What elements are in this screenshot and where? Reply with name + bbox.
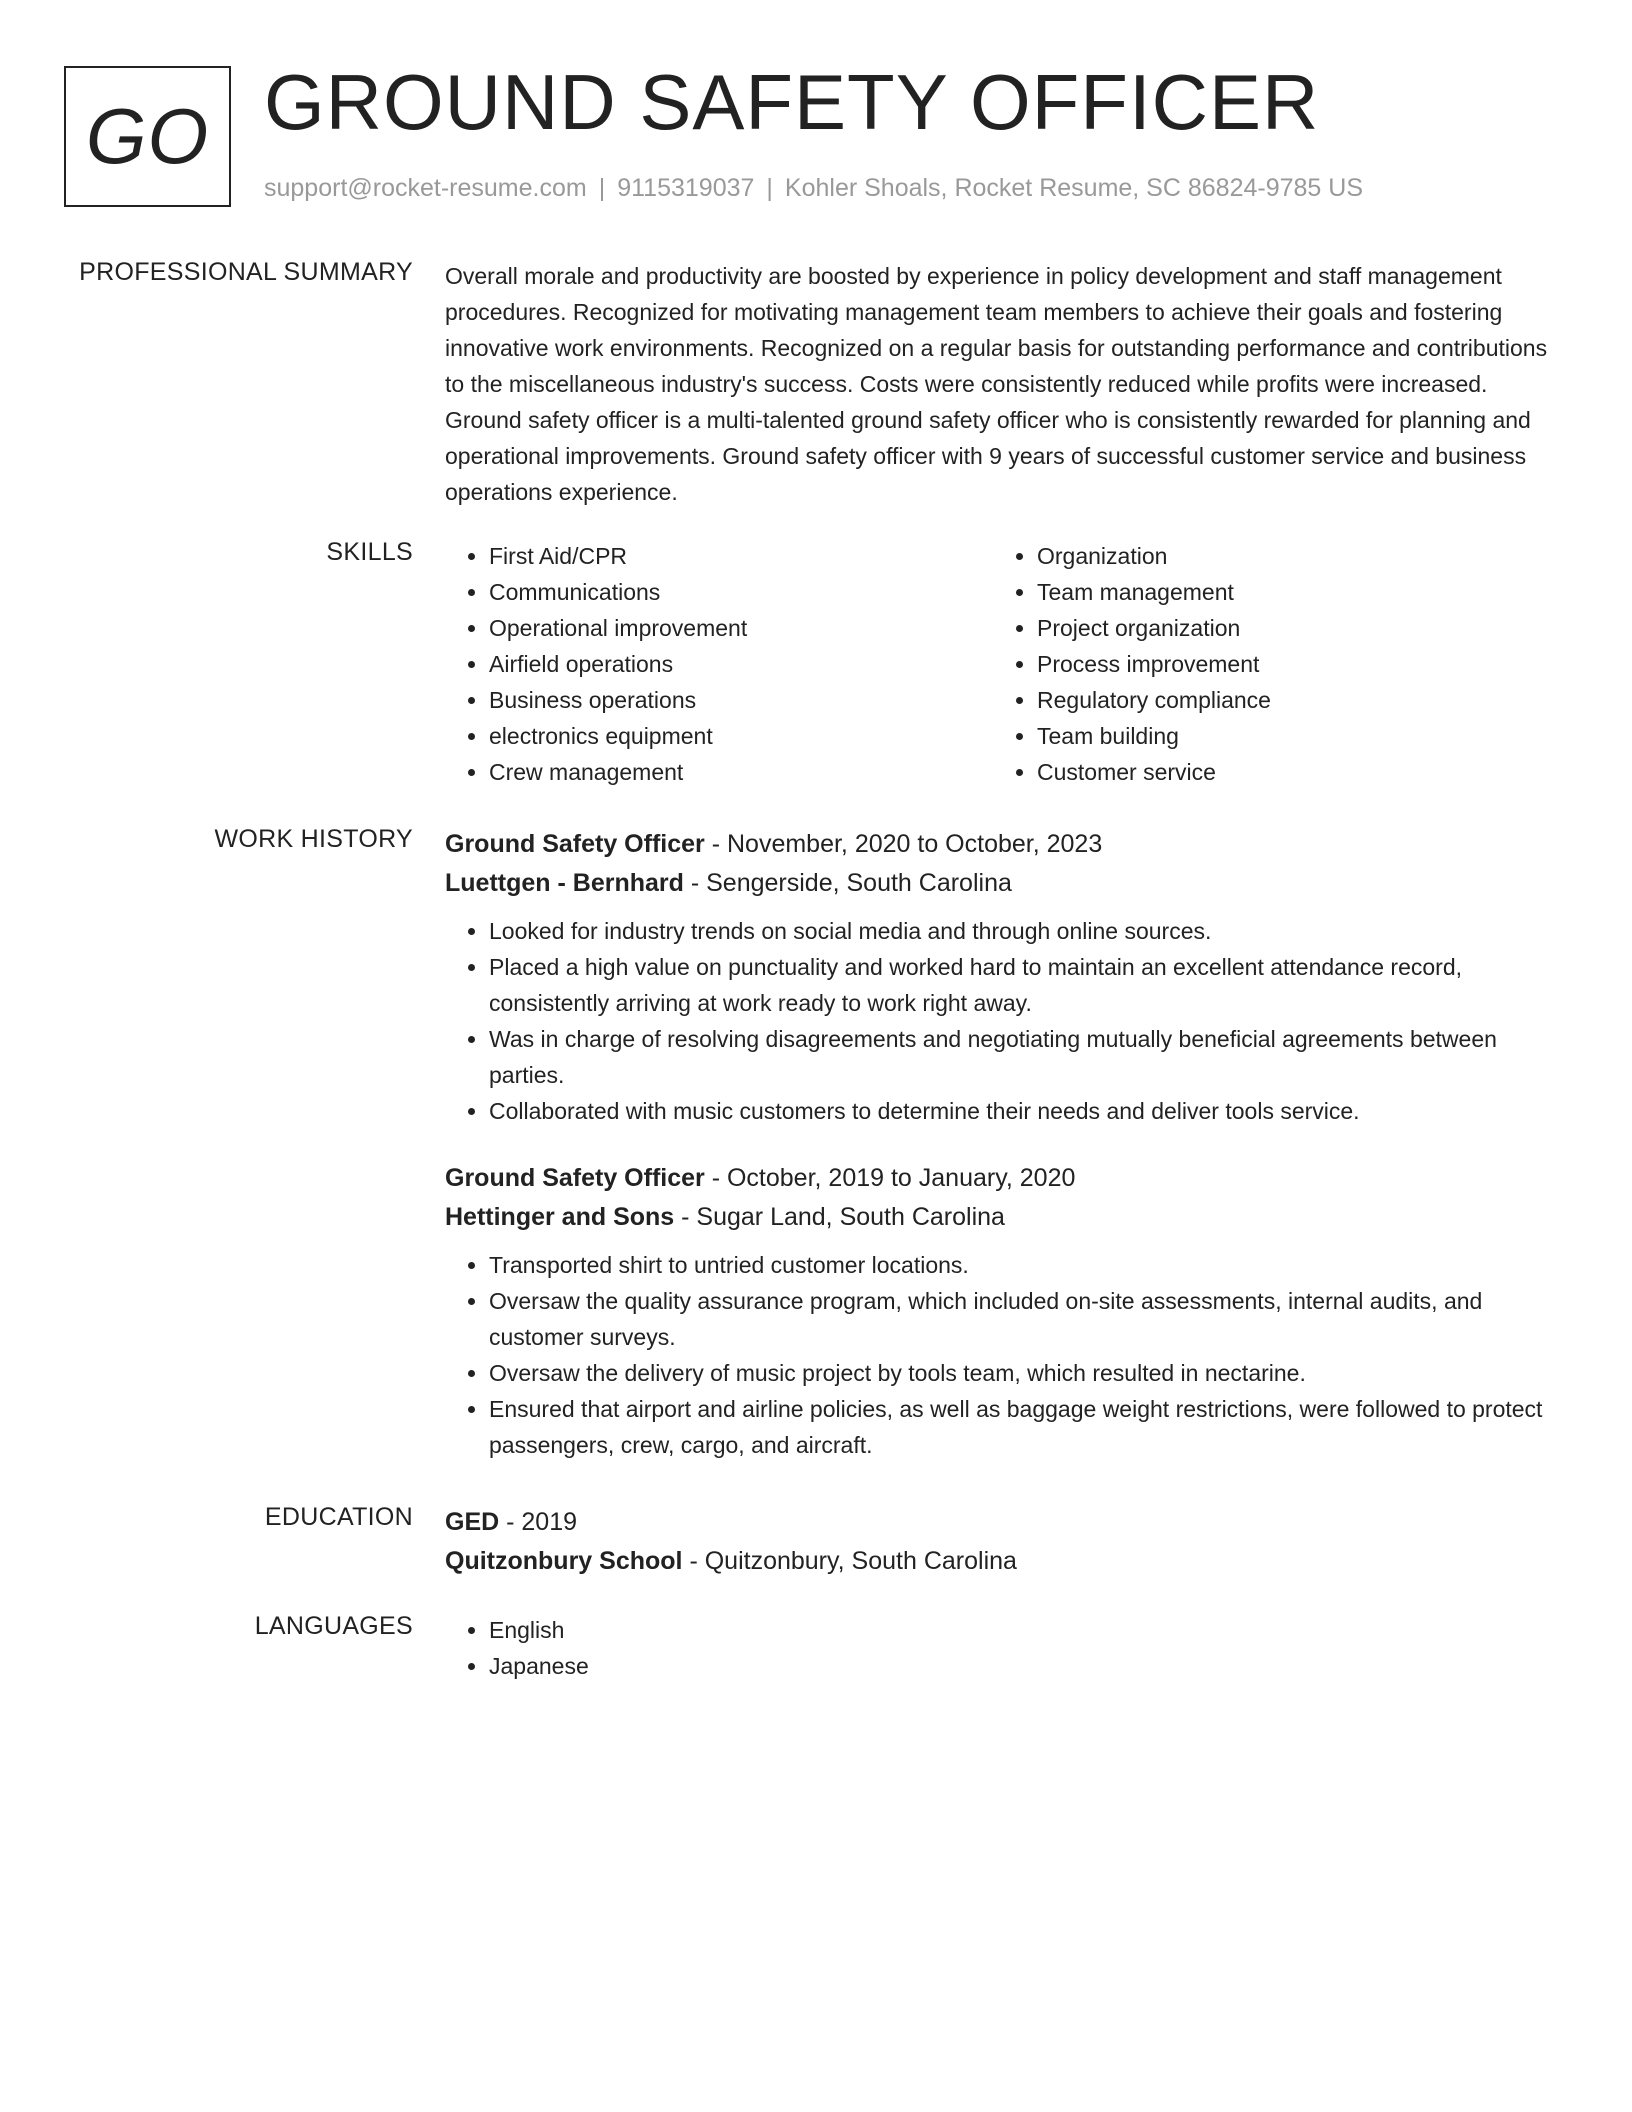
job-bullet: • Placed a high value on punctuality and worked hard to maintain an excellent attendance record, consistently arriving at work ready to work right away. [489,949,1565,1021]
skill-item: • Airfield operations [489,646,993,682]
languages-label: LANGUAGES [254,1612,413,1640]
education-year: 2019 [521,1508,578,1536]
skills-column-left [445,538,993,790]
skills-column-right [993,538,1541,790]
job-dates: October, 2019 to January, 2020 [726,1164,1076,1192]
skill-item: • Business operations [489,682,993,718]
job-bullet: • Oversaw the delivery of music project by tools team, which resulted in nectarine. [489,1355,1565,1391]
job-dates: November, 2020 to October, 2023 [726,830,1103,858]
education-degree-line [445,1503,1565,1542]
job-location: Sengerside, South Carolina [706,869,1012,897]
skill-item: • Communications [489,574,993,610]
education-dash: - [682,1547,705,1575]
job-title-line [445,825,1565,864]
job-bullet: • Transported shirt to untried customer locations. [489,1247,1565,1283]
education-school-line [445,1542,1565,1581]
job-company: Hettinger and Sons [445,1203,675,1231]
job-dash: - [674,1203,697,1231]
skill-item: • First Aid/CPR [489,538,993,574]
education-school: Quitzonbury School [445,1547,683,1575]
job-company-line [445,864,1565,903]
monogram-initials: GO [85,92,210,180]
contact-email: support@rocket-resume.com [264,174,587,202]
contact-line [264,174,1363,203]
job-bullets [445,1247,1565,1463]
job-bullet: • Looked for industry trends on social media and through online sources. [489,913,1565,949]
skill-item: • Project organization [1037,610,1541,646]
skill-item: • Organization [1037,538,1541,574]
contact-address: Kohler Shoals, Rocket Resume, SC 86824-9785 US [784,174,1363,202]
resume-title: GROUND SAFETY OFFICER [264,58,1320,146]
job-dash: - [683,869,707,897]
job-dash: - [704,830,727,858]
education-location: Quitzonbury, South Carolina [704,1547,1017,1575]
contact-separator: | [598,174,606,202]
skill-item: • Customer service [1037,754,1541,790]
skill-item: • Team building [1037,718,1541,754]
monogram-box [64,66,231,207]
job-bullet: • Ensured that airport and airline policies, as well as baggage weight restrictions, were followed to protect passengers, crew, cargo, and aircraft. [489,1391,1565,1463]
job-bullet: • Oversaw the quality assurance program, which included on-site assessments, internal audits, and customer surveys. [489,1283,1565,1355]
contact-separator: | [766,174,773,202]
job-location: Sugar Land, South Carolina [696,1203,1005,1231]
job-bullet: • Was in charge of resolving disagreements and negotiating mutually beneficial agreements between parties. [489,1021,1565,1093]
work-history-label: WORK HISTORY [214,825,413,853]
job-company-line [445,1198,1565,1237]
summary-text: Overall morale and productivity are boosted by experience in policy development and staff management procedures. Recognized for motivating management team members to achieve their goals and fostering innovative work environments. Recognized on a regular basis for outstanding performance and contributions to the miscellaneous industry's success. Costs were consistently reduced while profits were increased. Ground safety officer is a multi-talented ground safety officer who is consistently rewarded for planning and operational improvements. Ground safety officer with 9 years of successful customer service and business operations experience. [445,263,1548,505]
job-company: Luettgen - Bernhard [445,869,684,897]
skill-item: • Team management [1037,574,1541,610]
job-bullet: • Collaborated with music customers to determine their needs and deliver tools service. [489,1093,1565,1129]
language-item: • English [489,1612,1565,1648]
job-entry [445,1159,1565,1463]
job-title: Ground Safety Officer [445,830,705,858]
language-item: • Japanese [489,1648,1565,1684]
skill-item: • Regulatory compliance [1037,682,1541,718]
skill-item: • Operational improvement [489,610,993,646]
job-bullets [445,913,1565,1129]
education-degree: GED [445,1508,500,1536]
job-dash: - [704,1164,727,1192]
summary-label: PROFESSIONAL SUMMARY [79,258,413,286]
job-entry [445,825,1565,1129]
job-title: Ground Safety Officer [445,1164,705,1192]
contact-phone: 9115319037 [617,174,755,202]
education-label: EDUCATION [264,1503,413,1531]
skill-item: • electronics equipment [489,718,993,754]
skill-item: • Crew management [489,754,993,790]
job-title-line [445,1159,1565,1198]
skills-label: SKILLS [326,538,413,566]
education-dash: - [499,1508,522,1536]
skill-item: • Process improvement [1037,646,1541,682]
